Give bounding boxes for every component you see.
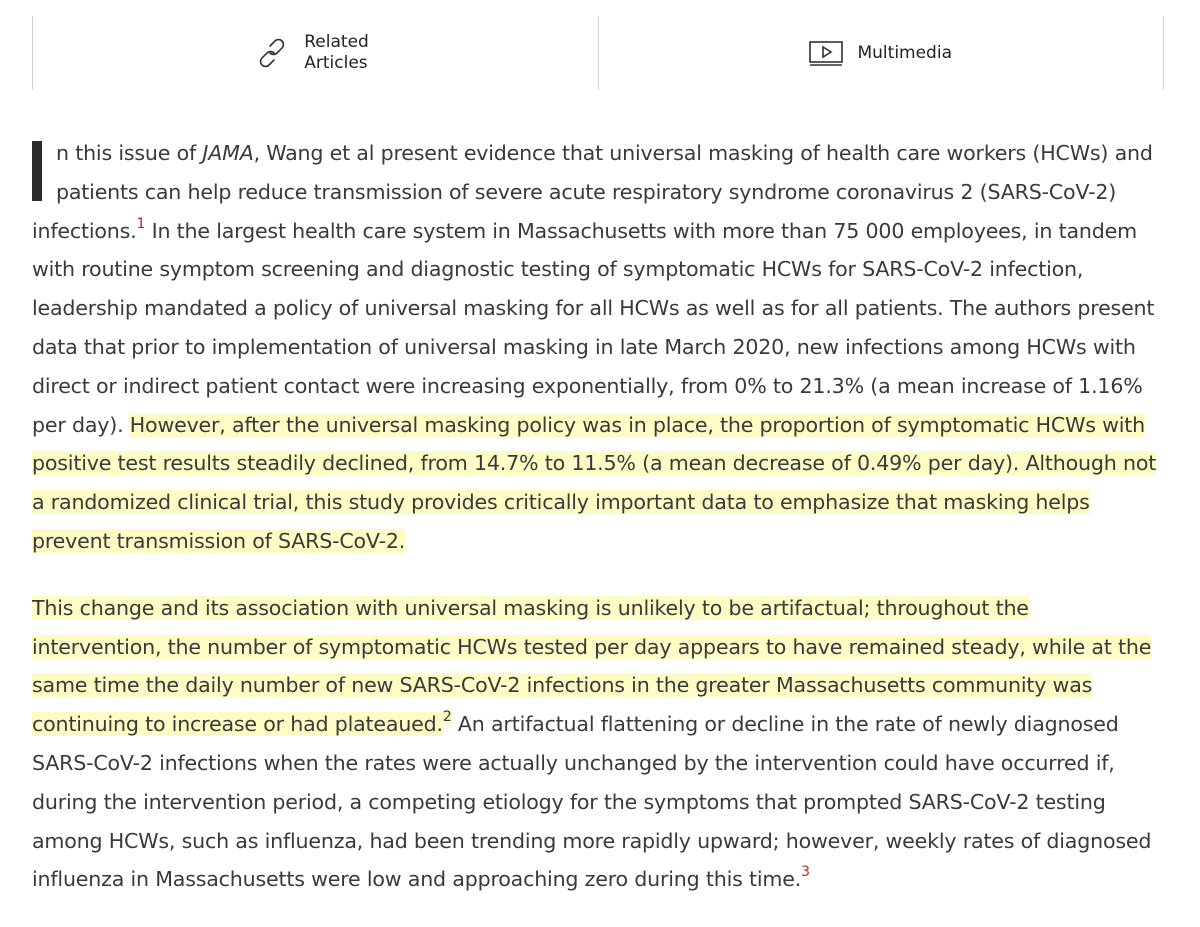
journal-name: JAMA [202,141,254,165]
drop-cap [32,139,42,209]
link-icon [254,35,290,71]
reference-link-1[interactable]: 1 [136,215,146,232]
tab-related-articles[interactable] [32,16,598,90]
reference-link-3[interactable]: 3 [801,864,810,881]
tab-multimedia[interactable] [598,16,1165,90]
p1-intro: n this issue of [56,141,203,165]
p2-highlighted-text: This change and its association with universal masking is unlikely to be artifactual; throughout the intervention, the number of symptomatic HCWs tested per day appears to have remained steady, while at the same time the daily number of new SARS-CoV-2 infections in the greater Massachusetts community was continuing to increase or had plateaued. [32,595,1152,737]
article-body [32,134,1164,927]
article-tab-bar [32,16,1164,90]
paragraph-1 [32,134,1164,561]
p1-highlighted-text: However, after the universal masking policy was in place, the proportion of symptomatic HCWs with positive test results steadily declined, from 14.7% to 11.5% (a mean decrease of 0.49% per day). Although not a randomized clinical trial, this study provides critically important data to emphasize that masking helps prevent transmission of SARS-CoV-2. [32,412,1157,553]
p1-sentence1: , Wang et al present evidence that universal masking of health care workers (HCWs) and patients can help reduce transmission of severe acute respiratory syndrome coronavirus 2 (SARS-CoV-2) infections. [32,141,1153,243]
p1-body: In the largest health care system in Massachusetts with more than 75 000 employees, in tandem with routine symptom screening and diagnostic testing of symptomatic HCWs for SARS-CoV-2 infection, leadership mandated a policy of universal masking for all HCWs as well as for all patients. The authors present data that prior to implementation of universal masking in late March 2020, new infections among HCWs with direct or indirect patient contact were increasing exponentially, from 0% to 21.3% (a mean increase of 1.16% per day). [32,218,1155,437]
drop-cap-letter-bar [32,141,42,201]
tab-related-line2: Articles [304,53,368,73]
p2-body: An artifactual flattening or decline in the rate of newly diagnosed SARS-CoV-2 infections when the rates were actually unchanged by the intervention could have occurred if, during the intervention period, a competing etiology for the symptoms that prompted SARS-CoV-2 testing among HCWs, such as influenza, had been trending more rapidly upward; however, weekly rates of diagnosed influenza in Massachusetts were low and approaching zero during this time. [32,712,1152,892]
reference-link-2[interactable]: 2 [442,709,452,726]
tab-related-line1: Related [304,32,369,52]
tab-multimedia-label: Multimedia [857,42,952,63]
paragraph-2 [32,589,1164,899]
video-play-icon [809,40,843,66]
tab-related-articles-label [304,32,376,74]
